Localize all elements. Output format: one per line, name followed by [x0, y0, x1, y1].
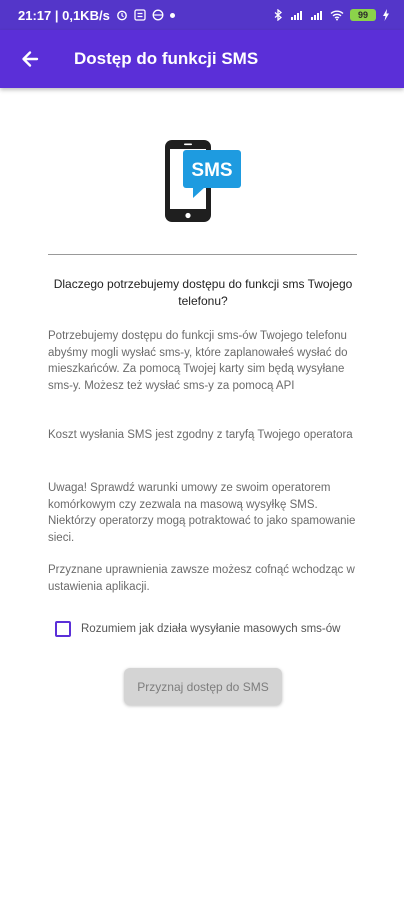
signal-icon-2: [310, 9, 324, 21]
notification-icon: [134, 9, 146, 21]
info-paragraph-1: Potrzebujemy dostępu do funkcji sms-ów Twojego telefonu abyśmy mogli wysłać sms-y, które zaplanowałeś wysłać do mieszkańców. Za pomocą Twojej karty sim będą wysyłane sms-y. Możesz też wysłać sms-y za pomocą API: [48, 330, 348, 392]
info-paragraph-2: Koszt wysłania SMS jest zgodny z taryfą Twojego operatora: [48, 429, 353, 441]
divider: [48, 254, 357, 255]
alarm-icon: [116, 9, 128, 21]
consent-label: Rozumiem jak działa wysyłanie masowych sms-ów: [81, 623, 341, 635]
vpn-icon: [152, 9, 164, 21]
bluetooth-icon: [272, 9, 284, 21]
consent-checkbox-row[interactable]: [55, 621, 340, 637]
status-bar: [0, 0, 404, 30]
battery-icon: 99: [350, 9, 376, 21]
explanation-heading: Dlaczego potrzebujemy dostępu do funkcji sms Twojego telefonu?: [53, 277, 353, 308]
wifi-icon: [330, 9, 344, 21]
phone-sms-icon: [163, 138, 243, 224]
signal-icon: [290, 9, 304, 21]
arrow-left-icon: [20, 49, 40, 69]
consent-checkbox[interactable]: [55, 621, 71, 637]
sms-badge-text: SMS: [191, 160, 233, 181]
back-button[interactable]: [10, 39, 50, 79]
charging-icon: [382, 9, 390, 21]
page-title: Dostęp do funkcji SMS: [74, 49, 259, 68]
grant-sms-access-button[interactable]: Przyznaj dostęp do SMS: [124, 668, 282, 705]
app-bar: [0, 30, 404, 88]
dot-icon: [170, 13, 175, 18]
info-paragraph-4: Przyznane uprawnienia zawsze możesz cofnąć wchodząc w ustawienia aplikacji.: [48, 564, 355, 593]
status-time: 21:17 | 0,1KB/s: [18, 7, 110, 23]
info-paragraph-3: Uwaga! Sprawdź warunki umowy ze swoim operatorem komórkowym czy zezwala na masową wysyłkę SMS. Niektórzy operatorzy mogą potraktować to jako spamowanie sieci.: [48, 482, 356, 544]
